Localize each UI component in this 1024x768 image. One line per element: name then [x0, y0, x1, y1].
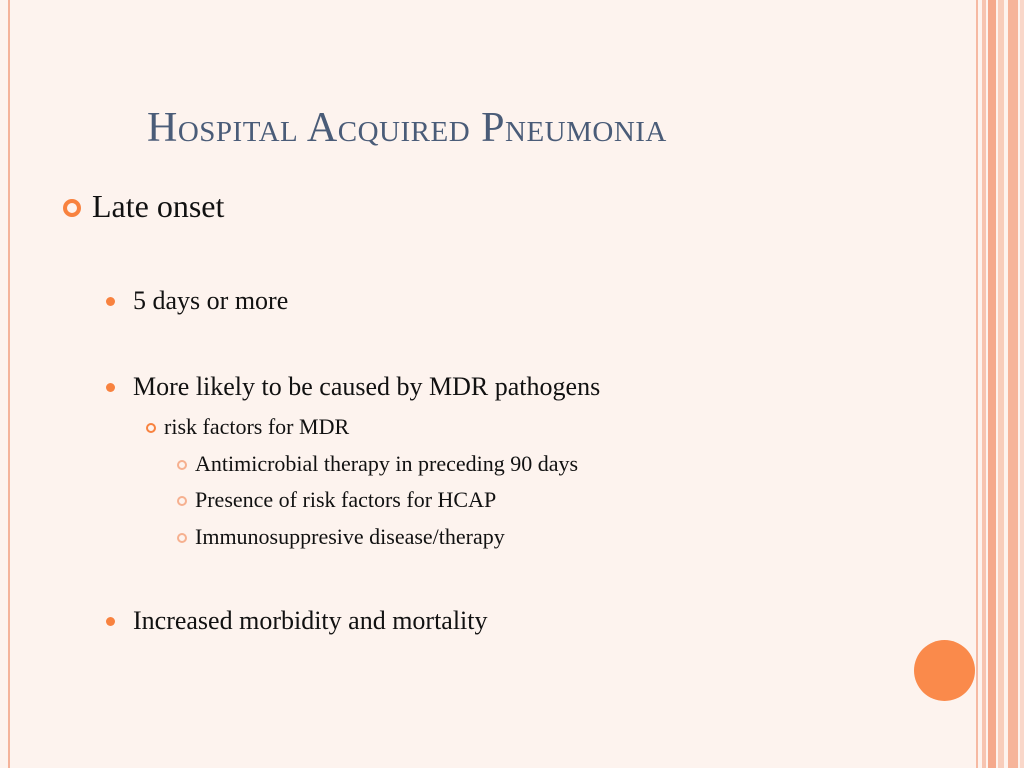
dot-bullet-icon	[106, 383, 115, 392]
decorative-stripe	[988, 0, 996, 768]
dot-bullet-icon	[106, 297, 115, 306]
point-text: More likely to be caused by MDR pathogens	[133, 372, 601, 401]
decorative-stripe	[976, 0, 978, 768]
point-text: 5 days or more	[133, 286, 289, 315]
decorative-stripe	[998, 0, 1004, 768]
decorative-stripe	[1020, 0, 1024, 768]
point-text: Increased morbidity and mortality	[133, 606, 488, 635]
hollow-bullet-icon	[63, 199, 81, 217]
hollow-bullet-icon	[146, 423, 156, 433]
decorative-circle	[914, 640, 975, 701]
dot-bullet-icon	[106, 617, 115, 626]
hollow-bullet-icon	[177, 496, 187, 506]
decorative-stripe	[982, 0, 986, 768]
slide-title: Hospital Acquired Pneumonia	[147, 105, 667, 151]
heading-bullet-text: Late onset	[92, 188, 225, 224]
risk-factor-text: Presence of risk factors for HCAP	[195, 487, 497, 512]
hollow-bullet-icon	[177, 460, 187, 470]
left-border-line	[8, 0, 10, 768]
risk-factor-text: Antimicrobial therapy in preceding 90 days	[195, 451, 579, 476]
risk-factor-text: Immunosuppresive disease/therapy	[195, 524, 505, 549]
risk-heading-text: risk factors for MDR	[164, 414, 350, 439]
hollow-bullet-icon	[177, 533, 187, 543]
decorative-stripe	[1008, 0, 1018, 768]
